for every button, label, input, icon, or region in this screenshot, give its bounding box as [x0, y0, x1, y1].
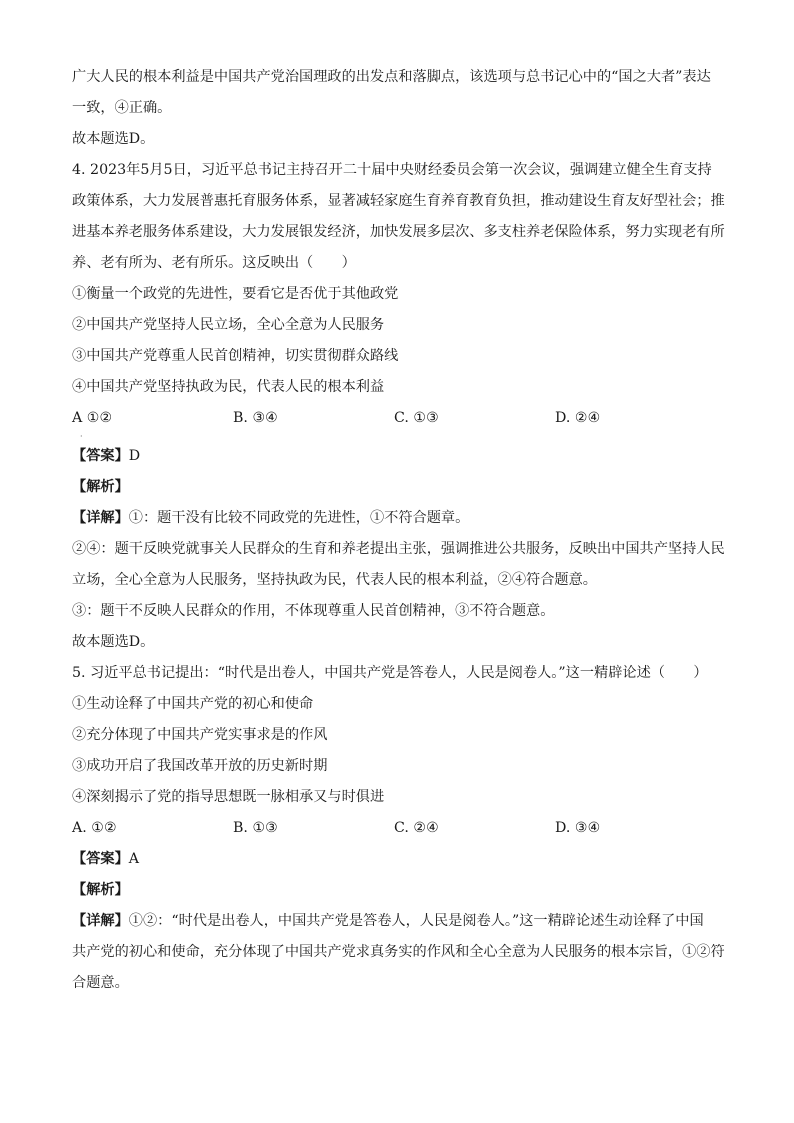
text-line: 政策体系，大力发展普惠托育服务体系，显著减轻家庭生育养育教育负担，推动建设生育友好型社会；推 — [72, 193, 725, 209]
text-line: 故本题选D。 — [72, 131, 155, 147]
q5-analysis — [72, 875, 732, 906]
q4-detail-2: ②④：题干反映党就事关人民群众的生育和养老提出主张，强调推进公共服务，反映出中国共产坚持人民 — [72, 541, 725, 557]
q4-detail-3: 立场，全心全意为人民服务，坚持执政为民，代表人民的根本利益，②④符合题意。 — [72, 572, 597, 588]
q4-answer — [72, 441, 732, 472]
q4-detail-1 — [72, 503, 732, 534]
analysis-tag: 【解析】 — [72, 479, 129, 495]
answer-value: D — [128, 448, 141, 464]
q4-statement-3: ③中国共产党尊重人民首创精神，切实贯彻群众路线 — [72, 348, 399, 364]
text-line: 进基本养老服务体系建设，大力发展银发经济，加快发展多层次、多支柱养老保险体系，努力实现老有所 — [72, 224, 725, 240]
q5-answer — [72, 844, 732, 875]
q5-option-a: A. ①② — [72, 820, 117, 836]
q5-statement-2: ②充分体现了中国共产党实事求是的作风 — [72, 727, 328, 743]
q5-options — [72, 813, 732, 844]
answer-tag: 【答案】 — [72, 851, 129, 867]
detail-text: ①：题干没有比较不同政党的先进性，①不符合题章。 — [128, 510, 470, 526]
stray-mark: · — [80, 432, 83, 441]
analysis-tag: 【解析】 — [72, 882, 129, 898]
q5-detail-2: 共产党的初心和使命，充分体现了中国共产党求真务实的作风和全心全意为人民服务的根本宗旨，①②符 — [72, 944, 725, 960]
detail-text: ①②：“时代是出卷人，中国共产党是答卷人，人民是阅卷人。”这一精辟论述生动诠释了中国 — [128, 913, 704, 929]
text-line: 广大人民的根本利益是中国共产党治国理政的出发点和落脚点，该选项与总书记心中的“国之大者”表达 — [72, 69, 711, 85]
q5-statement-1: ①生动诠释了中国共产党的初心和使命 — [72, 696, 314, 712]
q4-option-d: D. ②④ — [555, 410, 601, 426]
q5-option-c: C. ②④ — [394, 820, 439, 836]
text-line: 养、老有所为、老有所乐。这反映出（ ） — [72, 255, 356, 271]
q4-statement-1: ①衡量一个政党的先进性，要看它是否优于其他政党 — [72, 286, 399, 302]
q5-statement-4: ④深刻揭示了党的指导思想既一脉相承又与时俱进 — [72, 789, 385, 805]
q4-options — [72, 403, 732, 434]
detail-tag: 【详解】 — [72, 510, 129, 526]
q5-statement-3: ③成功开启了我国改革开放的历史新时期 — [72, 758, 328, 774]
q4-statement-4: ④中国共产党坚持执政为民，代表人民的根本利益 — [72, 379, 385, 395]
text-line: 一致，④正确。 — [72, 100, 172, 116]
document-page — [72, 62, 732, 999]
answer-value: A — [128, 851, 140, 867]
q4-detail-5: 故本题选D。 — [72, 634, 155, 650]
question-4-stem: 4. 2023年5月5日，习近平总书记主持召开二十届中央财经委员会第一次会议，强调建立健全生育支持 — [72, 162, 712, 178]
answer-tag: 【答案】 — [72, 448, 129, 464]
q5-option-b: B. ①③ — [233, 820, 278, 836]
q4-option-a: A ①② — [72, 410, 113, 426]
q5-option-d: D. ③④ — [555, 820, 601, 836]
q4-detail-4: ③：题干不反映人民群众的作用，不体现尊重人民首创精神，③不符合题意。 — [72, 603, 555, 619]
detail-tag: 【详解】 — [72, 913, 129, 929]
question-5-stem: 5. 习近平总书记提出：“时代是出卷人，中国共产党是答卷人，人民是阅卷人。”这一精辟论述（ ） — [72, 665, 708, 681]
q4-analysis — [72, 472, 732, 503]
q4-option-b: B. ③④ — [233, 410, 278, 426]
spacer — [72, 434, 732, 441]
q5-detail-1 — [72, 906, 732, 937]
q4-statement-2: ②中国共产党坚持人民立场，全心全意为人民服务 — [72, 317, 385, 333]
q5-detail-3: 合题意。 — [72, 975, 129, 991]
q4-option-c: C. ①③ — [394, 410, 439, 426]
